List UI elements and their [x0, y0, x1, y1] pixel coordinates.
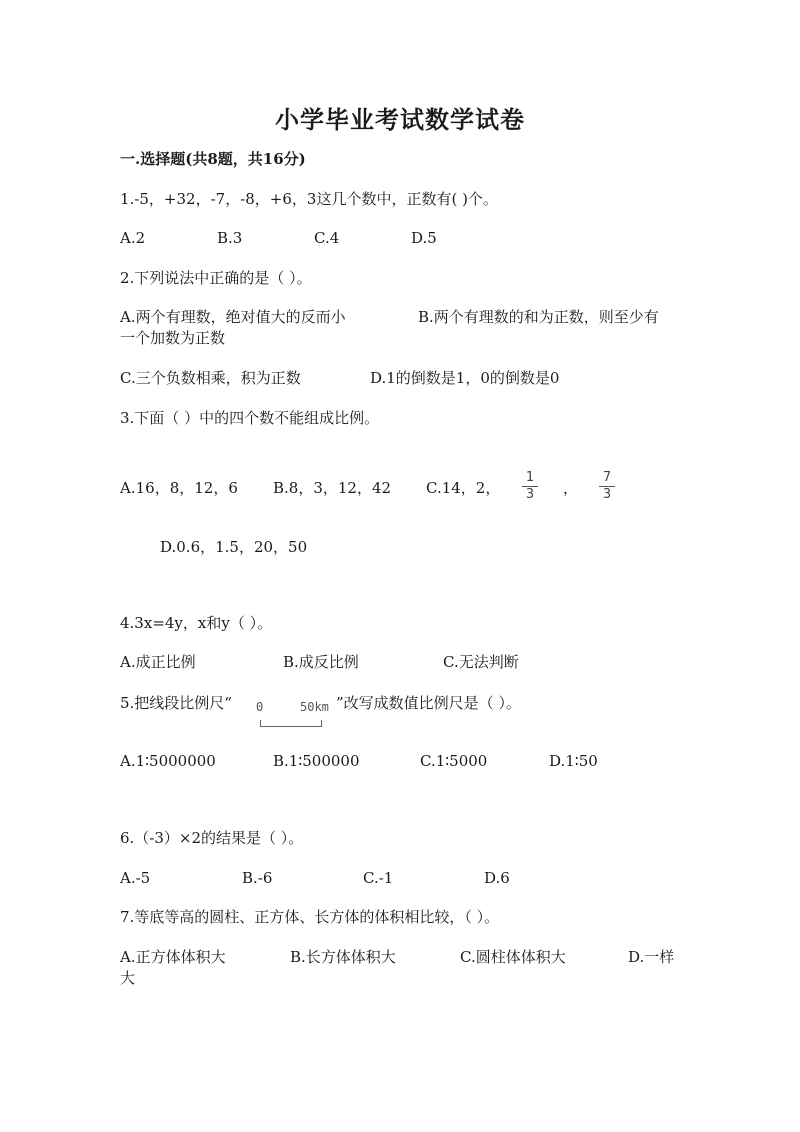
fraction-seven-thirds [597, 471, 617, 502]
question-6-option-d: D.6 [484, 869, 510, 887]
question-2-stem: 2.下列说法中正确的是（ ）。 [120, 269, 312, 287]
question-3-option-d: D.0.6，1.5，20，50 [160, 538, 308, 556]
question-5-stem-end: ”改写成数值比例尺是（ ）。 [336, 694, 521, 712]
question-4-option-b: B.成反比例 [283, 653, 359, 671]
question-7-option-a: A.正方体体积大 [120, 948, 226, 966]
question-1-option-c: C.4 [314, 229, 340, 247]
question-3-option-b: B.8，3，12，42 [273, 479, 392, 497]
line-scale-figure [250, 694, 334, 730]
scale-bar [260, 720, 322, 727]
question-5-option-d: D.1∶50 [549, 752, 598, 770]
question-1-option-b: B.3 [217, 229, 243, 247]
fraction-one-third [520, 471, 540, 502]
question-2-option-b: B.两个有理数的和为正数，则至少有 [418, 308, 659, 326]
question-3-stem: 3.下面（ ）中的四个数不能组成比例。 [120, 409, 380, 427]
question-4-option-a: A.成正比例 [120, 653, 196, 671]
scale-zero-label: 0 [256, 700, 264, 714]
question-7-option-d: D.一样 [628, 948, 675, 966]
question-7-stem: 7.等底等高的圆柱、正方体、长方体的体积相比较，（ ）。 [120, 908, 500, 926]
page-title: 小学毕业考试数学试卷 [275, 105, 525, 134]
question-5-option-c: C.1∶5000 [420, 752, 488, 770]
fraction-numerator: 1 [525, 470, 535, 485]
question-4-option-c: C.无法判断 [443, 653, 519, 671]
question-1-option-a: A.2 [120, 229, 146, 247]
question-2-option-b-cont: 一个加数为正数 [120, 329, 226, 347]
question-7-option-d-cont: 大 [120, 969, 136, 987]
scale-km-label: 50km [300, 700, 329, 714]
question-7-option-b: B.长方体体积大 [290, 948, 396, 966]
question-3-option-c: C.14，2， [426, 479, 501, 497]
question-5-option-b: B.1∶500000 [273, 752, 360, 770]
question-1-option-d: D.5 [411, 229, 437, 247]
question-5-option-a: A.1∶5000000 [120, 752, 216, 770]
question-4-stem: 4.3x=4y，x和y（ ）。 [120, 614, 273, 632]
fraction-separator: ， [563, 479, 579, 497]
fraction-numerator: 7 [602, 470, 612, 485]
question-7-option-c: C.圆柱体体积大 [460, 948, 566, 966]
question-5-stem-start: 5.把线段比例尺“ [120, 694, 232, 712]
question-2-option-c: C.三个负数相乘，积为正数 [120, 369, 301, 387]
question-2-option-d: D.1的倒数是1，0的倒数是0 [370, 369, 560, 387]
section-heading: 一.选择题(共8题，共16分) [120, 150, 306, 168]
question-6-option-b: B.-6 [242, 869, 273, 887]
question-6-option-c: C.-1 [363, 869, 394, 887]
question-6-option-a: A.-5 [120, 869, 151, 887]
question-2-option-a: A.两个有理数，绝对值大的反而小 [120, 308, 346, 326]
question-1-stem: 1.-5，+32，-7，-8，+6，3这几个数中，正数有( )个。 [120, 190, 498, 208]
fraction-denominator: 3 [602, 487, 612, 502]
question-3-option-a: A.16，8，12，6 [120, 479, 238, 497]
fraction-denominator: 3 [525, 487, 535, 502]
question-6-stem: 6.（-3）×2的结果是（ ）。 [120, 829, 304, 847]
